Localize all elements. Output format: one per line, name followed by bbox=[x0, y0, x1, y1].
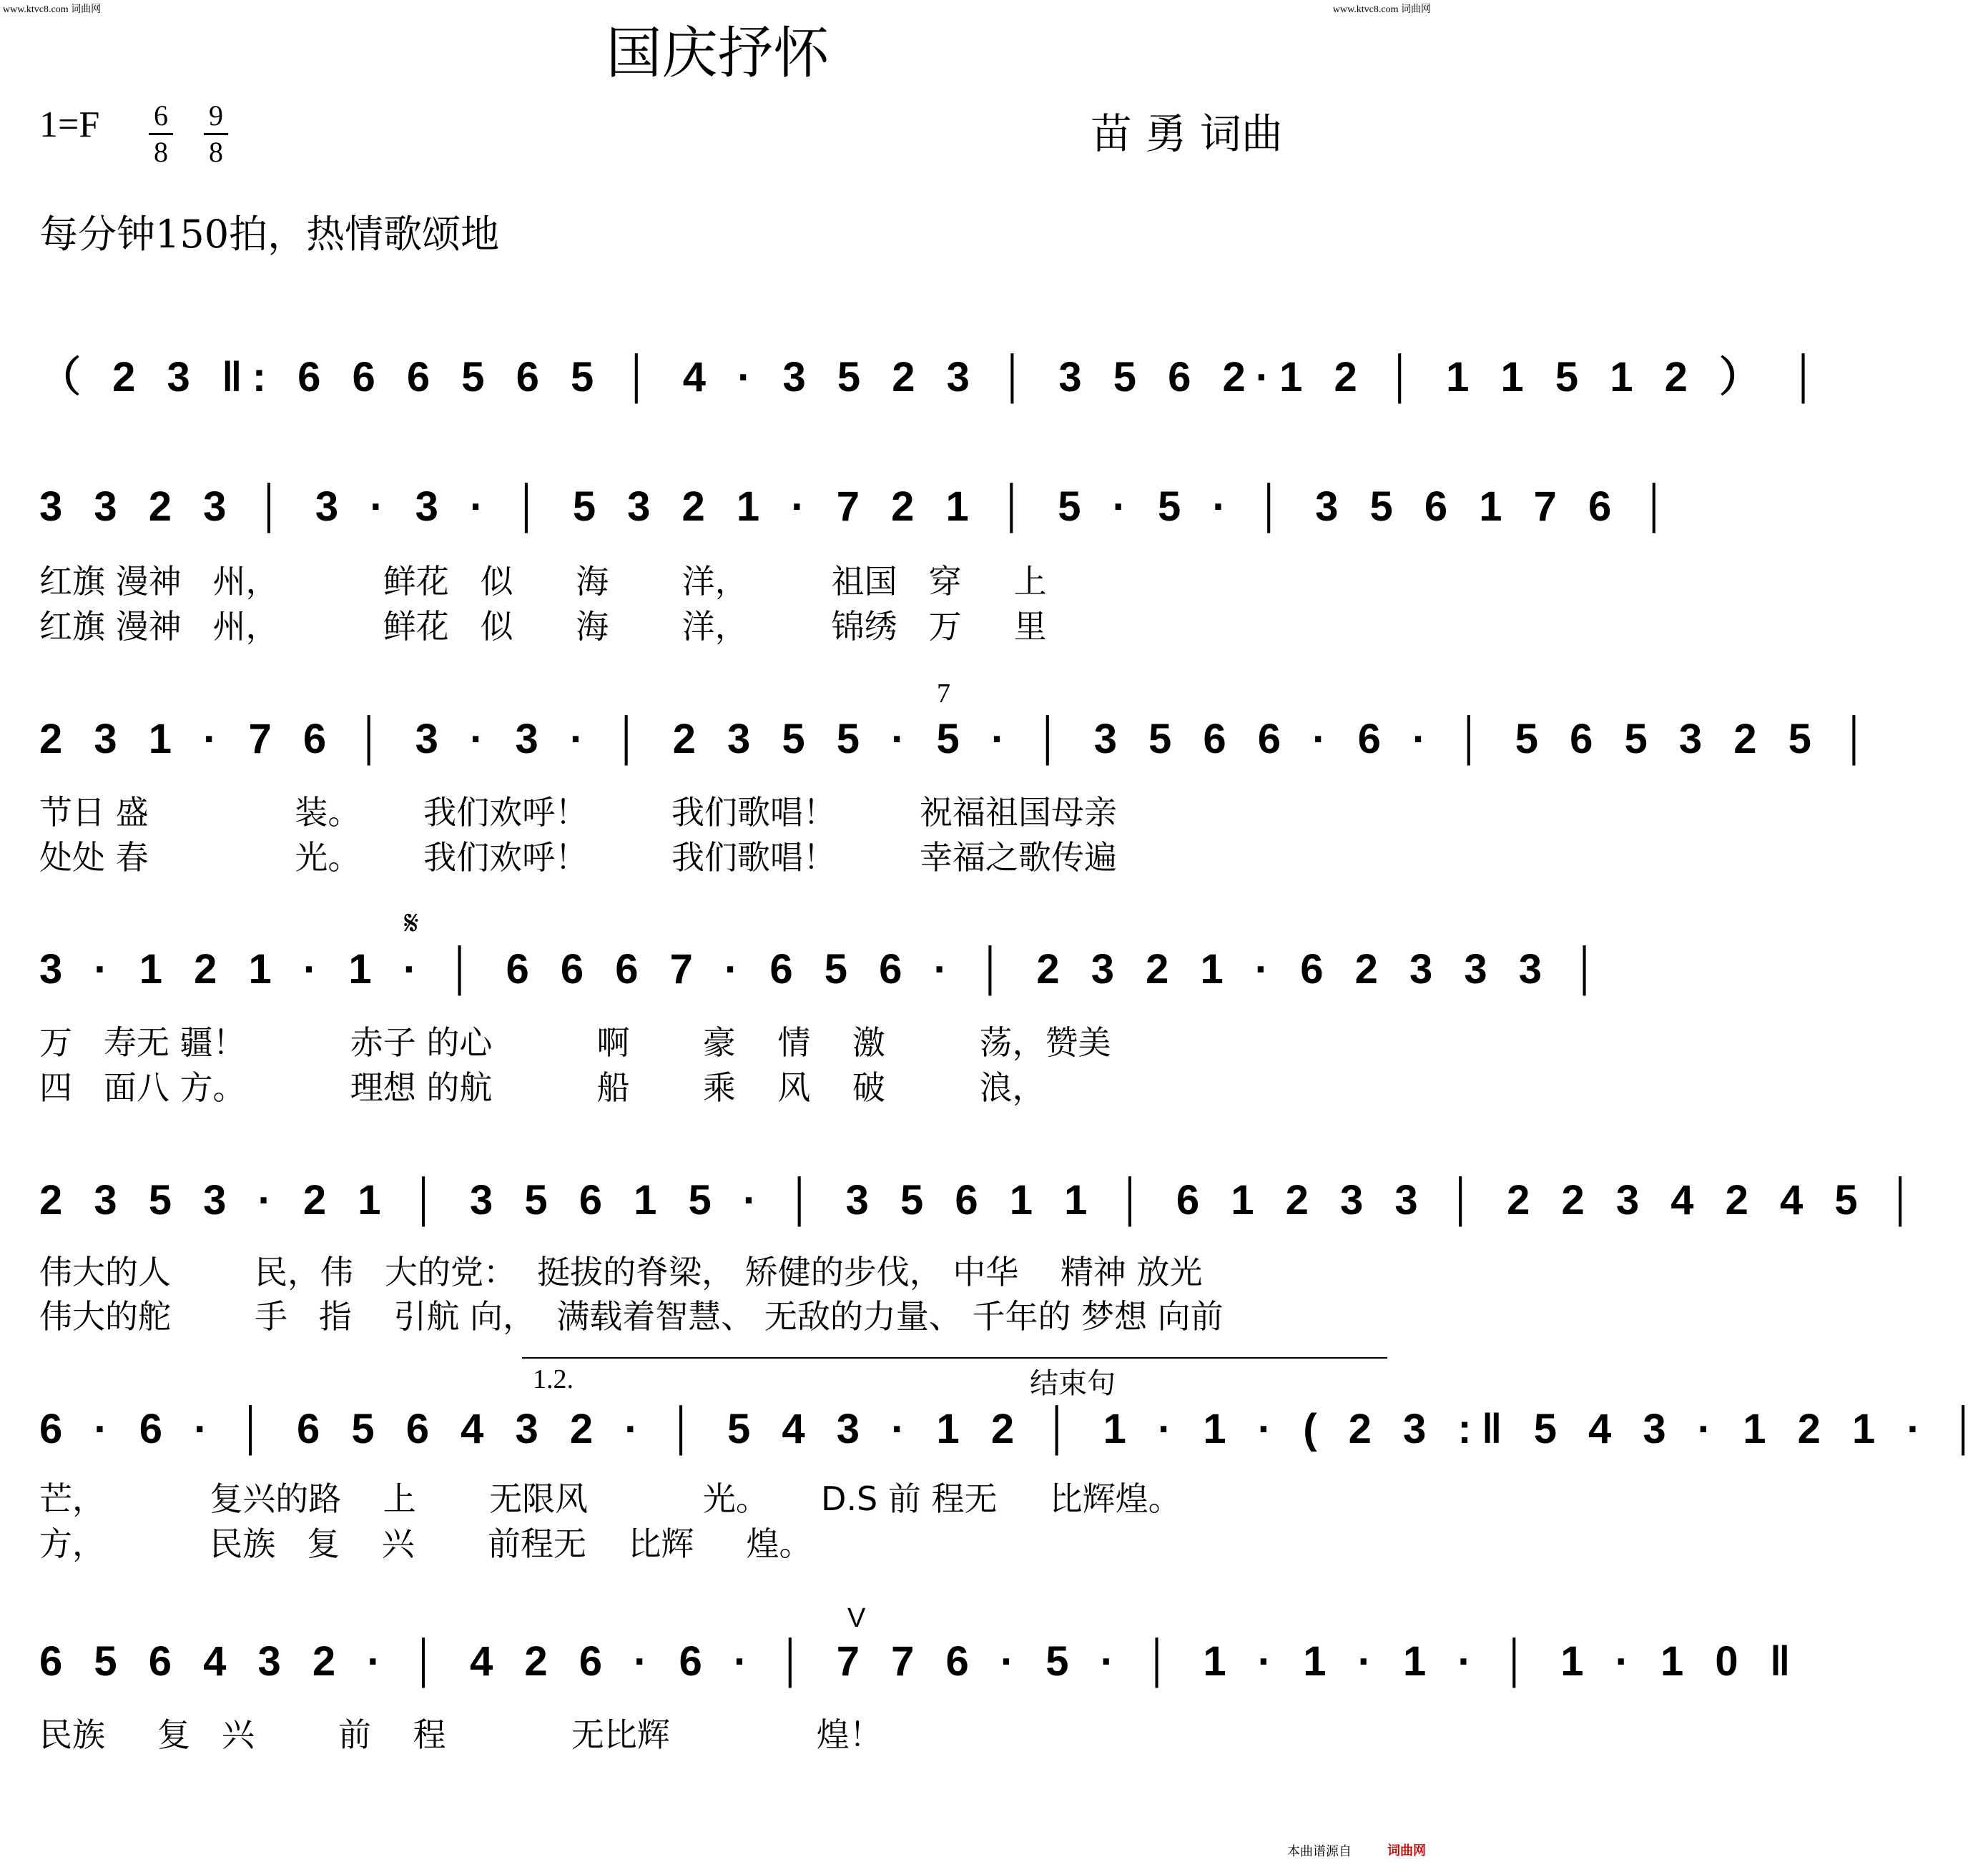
ending-1-2: 1.2. bbox=[533, 1364, 574, 1394]
time-signature-6-8 bbox=[147, 100, 175, 168]
notes-line: 3 · 1 2 1 · 1 · │ 6 6 6 7 · 6 5 6 · │ 2 3 2 1 · 6 2 3 3 3 │ bbox=[39, 946, 1610, 992]
lyrics-verse-2: 红旗 漫神 州， 鲜花 似 海 洋， 锦绣 万 里 bbox=[39, 607, 1047, 646]
footer-source: 本曲谱源自 bbox=[1287, 1844, 1352, 1859]
ending-final: 结束句 bbox=[1030, 1367, 1116, 1400]
notes-line: 2 3 5 3 · 2 1 │ 3 5 6 1 5 · │ 3 5 6 1 1 │ 6 1 2 3 3 │ 2 2 3 4 2 4 5 │ bbox=[39, 1177, 1925, 1223]
lyrics-verse-2: 伟大的舵 手 指 引航 向， 满载着智慧、 无敌的力量、 千年的 梦想 向前 bbox=[39, 1297, 1224, 1336]
segno-sign: 𝄋 bbox=[404, 905, 419, 942]
lyrics-verse-2: 处处 春 光。 我们欢呼！ 我们歌唱！ 幸福之歌传遍 bbox=[39, 838, 1118, 877]
lyrics-verse-2: 四 面八 方。 理想 的航 船 乘 风 破 浪， bbox=[39, 1068, 1045, 1107]
tempo-marking: 每分钟150拍，热情歌颂地 bbox=[39, 212, 500, 257]
breath-mark: V bbox=[847, 1603, 866, 1633]
lyrics-verse-1: 芒， 复兴的路 上 无限风 光。 D.S 前 程无 比辉煌。 bbox=[39, 1479, 1181, 1518]
time-den: 8 bbox=[209, 136, 223, 168]
volta-bracket-line bbox=[522, 1357, 1387, 1359]
notes-line: （ 2 3 ‖: 6 6 6 5 6 5 │ 4 · 3 5 2 3 │ 3 5 6 2·1 2 │ 1 1 5 1 2 ） │ bbox=[39, 354, 1829, 400]
lyrics-verse-1: 伟大的人 民，伟 大的党： 挺拔的脊梁， 矫健的步伐， 中华 精神 放光 bbox=[39, 1253, 1203, 1291]
lyrics-verse-1: 红旗 漫神 州， 鲜花 似 海 洋， 祖国 穿 上 bbox=[39, 562, 1047, 601]
lyrics-verse-1: 节日 盛 装。 我们欢呼！ 我们歌唱！ 祝福祖国母亲 bbox=[39, 793, 1118, 832]
lyrics-verse-1: 民族 复 兴 前 程 无比辉 煌！ bbox=[39, 1715, 882, 1754]
time-num: 9 bbox=[209, 99, 223, 132]
grace-note: 7 bbox=[937, 679, 950, 709]
time-num: 6 bbox=[154, 99, 168, 132]
fraction-bar bbox=[149, 133, 173, 135]
notes-line: 6 5 6 4 3 2 · │ 4 2 6 · 6 · │ 7 7 6 · 5 · │ 1 · 1 · 1 · │ 1 · 1 0 ‖ bbox=[39, 1638, 1801, 1685]
lyrics-verse-1: 万 寿无 疆！ 赤子 的心 啊 豪 情 激 荡，赞美 bbox=[39, 1023, 1111, 1062]
lyrics-verse-2: 方， 民族 复 兴 前程无 比辉 煌。 bbox=[39, 1524, 812, 1563]
time-signature-9-8 bbox=[202, 100, 230, 168]
footer-site: 词曲网 bbox=[1387, 1843, 1426, 1858]
key-signature: 1=F bbox=[39, 104, 100, 145]
watermark-left: www.ktvc8.com 词曲网 bbox=[3, 4, 102, 15]
time-den: 8 bbox=[154, 136, 168, 168]
notes-line: 2 3 1 · 7 6 │ 3 · 3 · │ 2 3 5 5 · 5 · │ 3 5 6 6 · 6 · │ 5 6 5 3 2 5 │ bbox=[39, 716, 1879, 762]
watermark-right: www.ktvc8.com 词曲网 bbox=[1332, 4, 1431, 15]
fraction-bar bbox=[204, 133, 228, 135]
author: 苗 勇 词曲 bbox=[1091, 109, 1283, 158]
notes-line: 3 3 2 3 │ 3 · 3 · │ 5 3 2 1 · 7 2 1 │ 5 · 5 · │ 3 5 6 1 7 6 │ bbox=[39, 483, 1679, 530]
song-title: 国庆抒怀 bbox=[606, 21, 830, 86]
notes-line: 6 · 6 · │ 6 5 6 4 3 2 · │ 5 4 3 · 1 2 │ 1 · 1 · ( 2 3 :‖ 5 4 3 · 1 2 1 · │ bbox=[39, 1406, 1988, 1452]
